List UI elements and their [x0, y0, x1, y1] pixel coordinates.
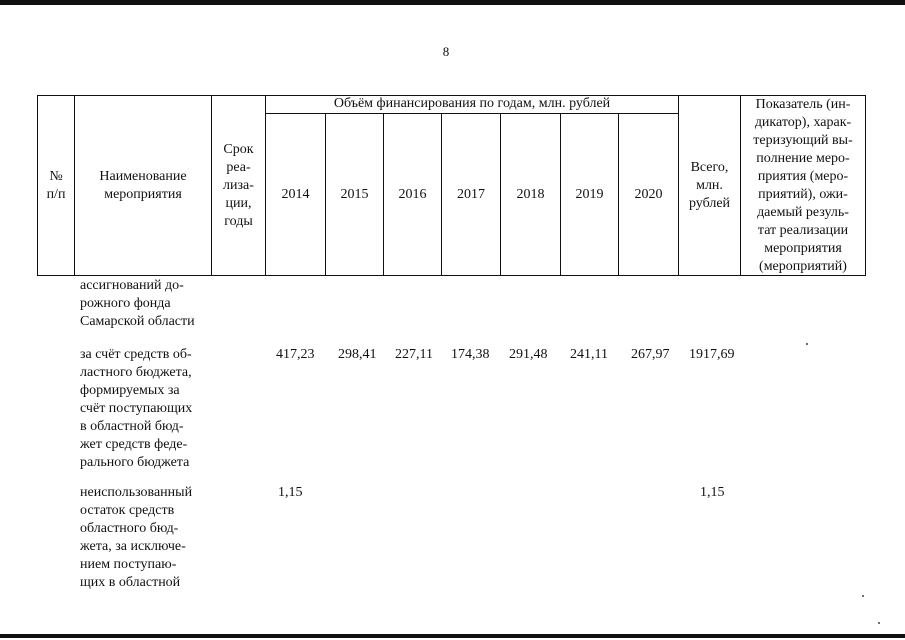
- row-total: 1917,69: [689, 347, 735, 362]
- header-year: 2014: [281, 186, 310, 202]
- row-value-2020: 267,97: [631, 347, 670, 362]
- header-funding: Объём финансирования по годам, млн. рублей: [333, 96, 611, 111]
- header-year: 2016: [398, 186, 427, 202]
- row-total: 1,15: [700, 485, 725, 500]
- row-value-2018: 291,48: [509, 347, 548, 362]
- scan-speck: [878, 622, 880, 624]
- header-year: 2020: [634, 186, 663, 202]
- col-divider: [74, 95, 75, 276]
- page-number: 8: [442, 44, 450, 59]
- row-value-2016: 227,11: [395, 347, 433, 362]
- top-border: [0, 0, 905, 5]
- header-bottom-line: [37, 275, 866, 276]
- header-total: Всего, млн. рублей: [688, 159, 731, 211]
- bottom-border: [0, 634, 905, 638]
- row-value-2019: 241,11: [570, 347, 608, 362]
- header-year: 2015: [340, 186, 369, 202]
- table-header: [37, 95, 866, 276]
- header-num: № п/п: [46, 168, 66, 202]
- row-name: ассигнований до- рожного фонда Самарской области: [80, 278, 195, 329]
- row-value-2014: 1,15: [278, 485, 303, 500]
- header-indicator: Показатель (ин-дикатор), харак-теризующий вы-полнение меро-приятия (меро-приятий), ожи-даемый резуль-тат реализации мероприятия (мероприятий): [753, 96, 853, 274]
- scan-speck: [862, 595, 864, 597]
- row-name: за счёт средств об- ластного бюджета, формируемых за счёт поступающих в областной бюд- жет средств феде- рального бюджета: [80, 347, 193, 470]
- header-year: 2017: [457, 186, 485, 202]
- row-value-2014: 417,23: [276, 347, 315, 362]
- header-year: 2019: [575, 186, 604, 202]
- scan-speck: [806, 343, 808, 345]
- header-name: Наименование мероприятия: [99, 168, 187, 202]
- row-value-2015: 298,41: [338, 347, 377, 362]
- header-term: Срок реа-лиза-ции, годы: [223, 141, 254, 229]
- header-year: 2018: [516, 186, 545, 202]
- header-right-line: [865, 95, 866, 276]
- row-name: неиспользованный остаток средств областного бюд- жета, за исключе- нием поступаю- щих в областной: [80, 485, 193, 590]
- row-value-2017: 174,38: [451, 347, 490, 362]
